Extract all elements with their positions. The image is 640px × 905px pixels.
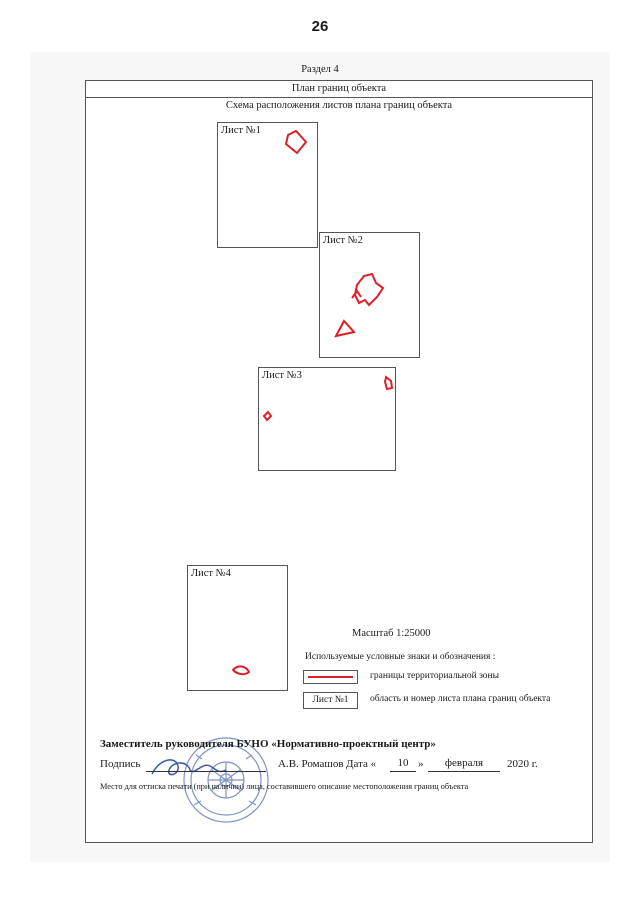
sheet-4-box — [187, 565, 288, 691]
sheet-4-label: Лист №4 — [191, 568, 231, 579]
sheet-3-box — [258, 367, 396, 471]
scale-label: Масштаб 1:25000 — [352, 628, 431, 639]
section-title: Раздел 4 — [301, 64, 339, 75]
sheet-4-boundaries — [188, 566, 289, 692]
divider — [85, 97, 593, 98]
sheet-2-label: Лист №2 — [323, 235, 363, 246]
sheet-1-label: Лист №1 — [221, 125, 261, 136]
legend-sheet-swatch: Лист №1 — [303, 692, 358, 709]
signature-label: Подпись — [100, 758, 141, 770]
sheet-2-boundaries — [320, 233, 421, 359]
legend-header: Используемые условные знаки и обозначения : — [305, 652, 496, 662]
date-day: 10 — [397, 757, 409, 769]
date-label: Дата « — [346, 758, 377, 770]
signer-name: А.В. Ромашов — [278, 758, 344, 770]
signature-line — [146, 771, 266, 772]
month-underline — [428, 771, 500, 772]
plan-title: План границ объекта — [291, 83, 387, 94]
page-number: 26 — [311, 18, 329, 35]
sheet-3-boundaries — [259, 368, 397, 472]
legend-boundary-text: границы территориальной зоны — [370, 671, 500, 681]
day-underline — [390, 771, 416, 772]
sheet-1-boundaries — [218, 123, 319, 249]
sheet-2-box — [319, 232, 420, 358]
date-close-quote: » — [418, 758, 424, 770]
sheet-1-box — [217, 122, 318, 248]
seal-place-note: Место для оттиска печати (при наличии) лица, составившего описание местоположения границ объекта — [100, 782, 469, 791]
date-year: 2020 г. — [507, 758, 538, 770]
sheet-3-label: Лист №3 — [262, 370, 302, 381]
handwritten-signature — [148, 752, 228, 782]
legend-boundary-swatch — [303, 670, 358, 684]
scheme-title: Схема расположения листов плана границ объекта — [225, 100, 453, 111]
date-month: февраля — [444, 757, 484, 769]
deputy-title: Заместитель руководителя БУНО «Нормативно-проектный центр» — [100, 738, 436, 750]
legend-sheet-text: область и номер листа плана границ объекта — [370, 694, 551, 704]
